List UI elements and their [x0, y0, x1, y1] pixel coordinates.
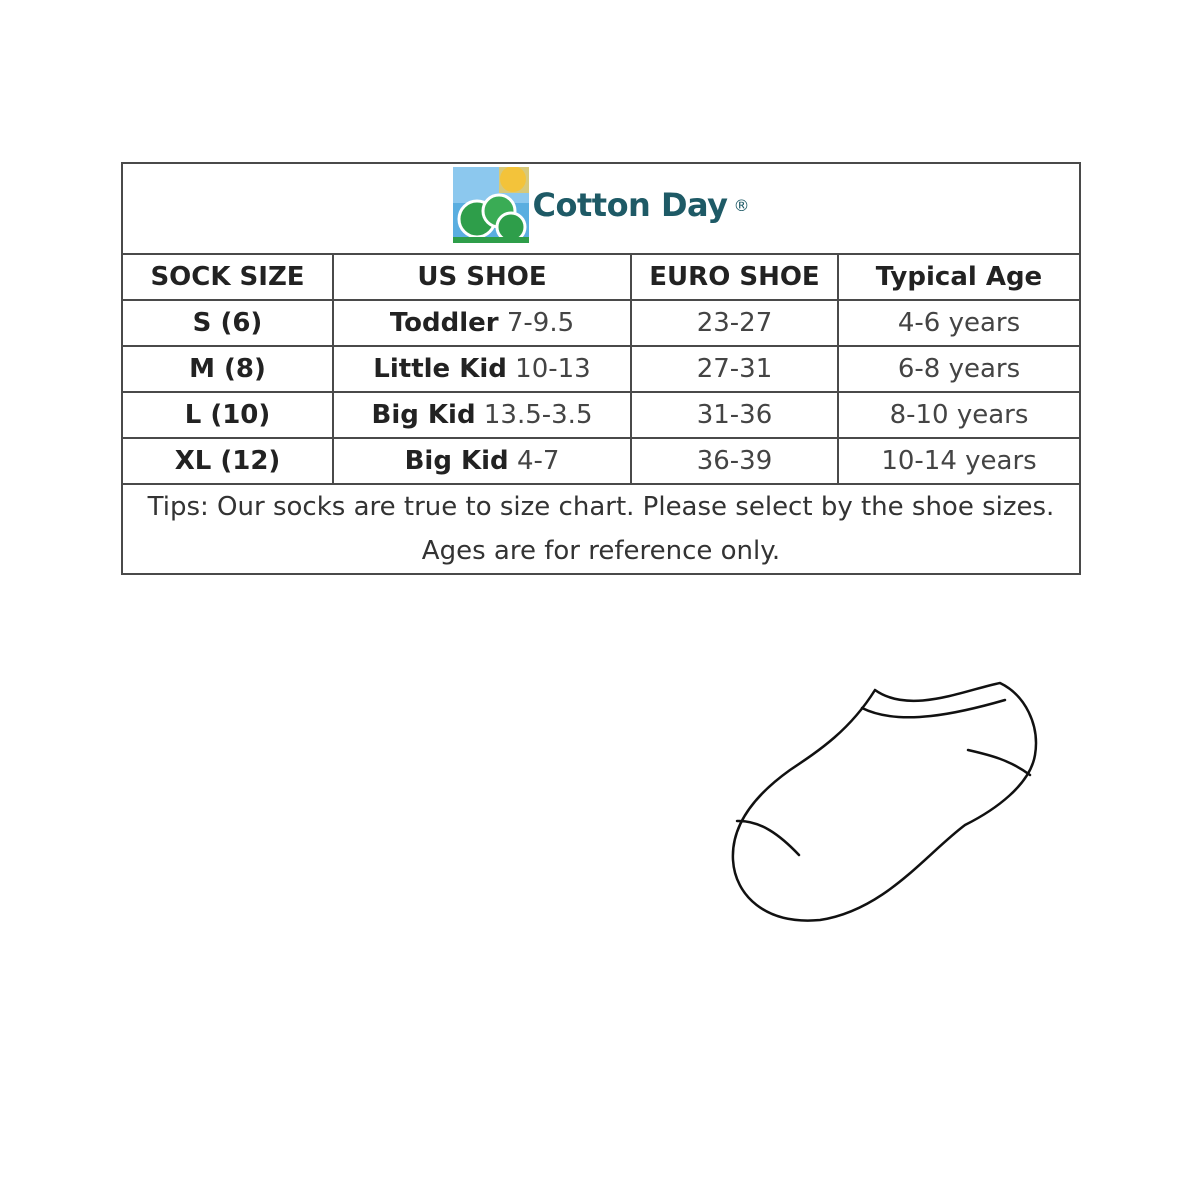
- us-shoe-label: Big Kid: [404, 446, 509, 476]
- table-row: [122, 392, 1080, 438]
- us-shoe-label: Toddler: [389, 308, 499, 338]
- table-row: [122, 438, 1080, 484]
- us-shoe-range: 4-7: [516, 446, 560, 476]
- sock-size-cell: M (8): [122, 346, 333, 392]
- logo-cell: [122, 163, 1080, 254]
- tips-note: Ages are for reference only.: [421, 536, 781, 566]
- header-sock-size: SOCK SIZE: [122, 254, 333, 300]
- euro-shoe-cell: 31-36: [631, 392, 838, 438]
- us-shoe-range: 10-13: [515, 354, 591, 384]
- typical-age-cell: 6-8 years: [838, 346, 1080, 392]
- typical-age-cell: 10-14 years: [838, 438, 1080, 484]
- size-chart-table: [121, 162, 1081, 575]
- header-us-shoe: US SHOE: [333, 254, 631, 300]
- us-shoe-label: Little Kid: [373, 354, 507, 384]
- low-cut-sock-icon: [725, 675, 1045, 930]
- header-row: [122, 254, 1080, 300]
- tips-text: Tips: Our socks are true to size chart. Please select by the shoe sizes.: [147, 492, 1055, 522]
- registered-mark: ®: [733, 195, 750, 215]
- cotton-logo-icon: [453, 167, 529, 243]
- us-shoe-range: 13.5-3.5: [483, 400, 593, 430]
- us-shoe-cell: [333, 392, 631, 438]
- us-shoe-cell: [333, 300, 631, 346]
- table-row: [122, 300, 1080, 346]
- typical-age-cell: 8-10 years: [838, 392, 1080, 438]
- sock-size-cell: XL (12): [122, 438, 333, 484]
- logo-row: [122, 163, 1080, 254]
- header-euro-shoe: EURO SHOE: [631, 254, 838, 300]
- table-row: [122, 346, 1080, 392]
- us-shoe-cell: [333, 438, 631, 484]
- tips-row: [122, 484, 1080, 574]
- brand-name: Cotton Day: [532, 186, 728, 224]
- sock-size-cell: S (6): [122, 300, 333, 346]
- euro-shoe-cell: 27-31: [631, 346, 838, 392]
- us-shoe-range: 7-9.5: [506, 308, 575, 338]
- us-shoe-cell: [333, 346, 631, 392]
- brand-logo: [453, 167, 750, 243]
- header-typical-age: Typical Age: [838, 254, 1080, 300]
- us-shoe-label: Big Kid: [371, 400, 476, 430]
- sock-size-cell: L (10): [122, 392, 333, 438]
- euro-shoe-cell: 36-39: [631, 438, 838, 484]
- typical-age-cell: 4-6 years: [838, 300, 1080, 346]
- euro-shoe-cell: 23-27: [631, 300, 838, 346]
- tips-cell: [122, 484, 1080, 574]
